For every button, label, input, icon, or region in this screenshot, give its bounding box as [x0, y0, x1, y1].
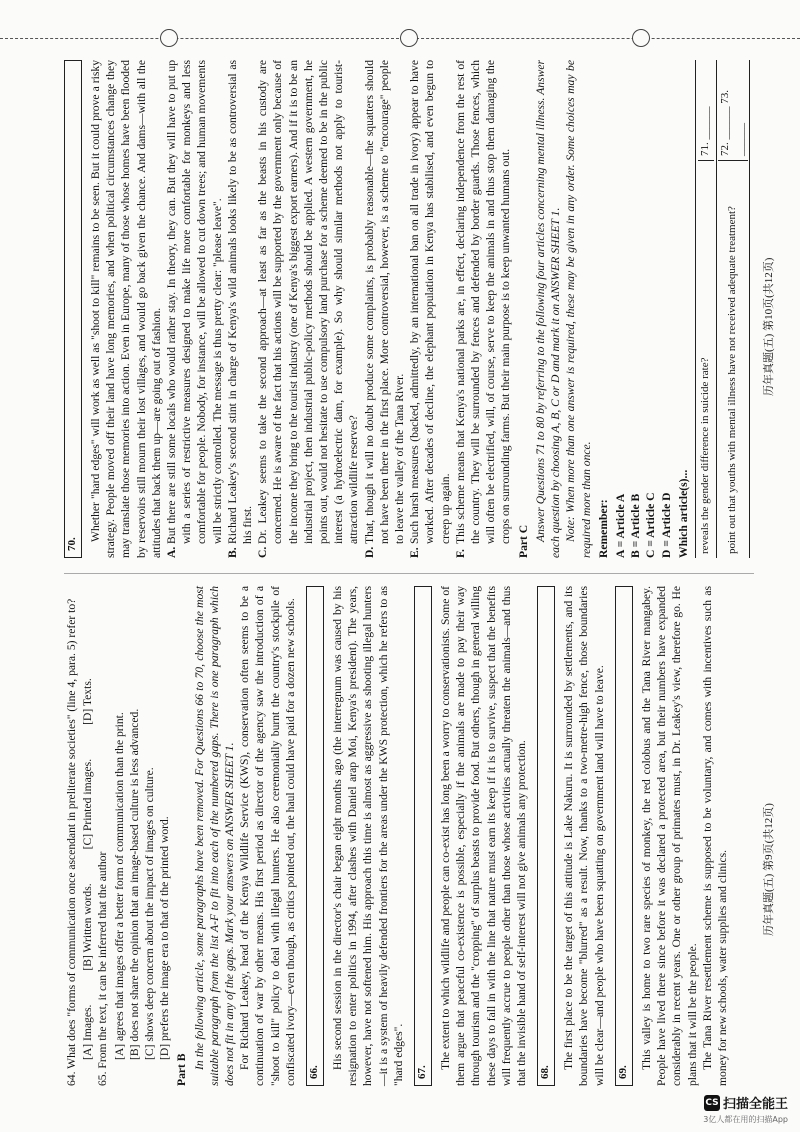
part-b-title: Part B	[175, 1053, 189, 1086]
column-divider	[64, 573, 754, 574]
option: [D] Texts.	[81, 678, 95, 725]
article-paragraph: This valley is home to two rare species of monkey, the red colobus and the Tana River mangabey. People have lived there since before it was declared a protected area, but their numbers have expanded considerably in recent years. One or other group of primates must, in Dr. Leakey's view, therefore go. He plans that it will be the people.	[639, 586, 699, 1086]
option-paragraph-d: D. That, though it will no doubt produce some complaints, is probably reasonable—the squatters should not have been there in the first place. More controversial, however, is a scheme to "encourage" people to leave the valley of the Tana River.	[362, 60, 407, 558]
option: [B] Written words.	[81, 883, 95, 971]
right-column	[64, 60, 754, 558]
binding-hole	[632, 29, 650, 47]
left-column	[64, 586, 730, 1086]
option: [A] Images.	[81, 1004, 95, 1060]
watermark-name: 扫描全能王	[722, 1097, 788, 1112]
part-c-directions: Answer Questions 71 to 80 by referring to the following four articles concerning mental illness. Answer each question by choosing A, B, C or D and mark it on ANSWER SHEET 1.	[533, 60, 563, 558]
gap-box-67[interactable]: 67.	[414, 586, 432, 1086]
gap-box-66[interactable]: 66.	[306, 586, 324, 1086]
part-b-directions: In the following article, some paragraphs have been removed. For Questions 66 to 70, choose the most suitable paragraph from the list A-F to fit into each of the numbered gaps. There is one paragraph which does not fit in any of the gaps. Mark your answers on ANSWER SHEET 1.	[192, 586, 237, 1086]
part-c-title: Part C	[516, 524, 530, 558]
answer-blank[interactable]: 72. ______ 73. ______	[718, 60, 748, 161]
gap-box-68[interactable]: 68.	[537, 586, 555, 1086]
question-64: 64. What does "forms of communication once ascendant in preliterate societies" (line 4, para. 5) refer to?	[65, 598, 78, 1086]
option: [A] agrees that images offer a better form of communication than the print.	[112, 712, 126, 1060]
camscanner-logo-icon: CS	[704, 1095, 720, 1111]
question-64-options	[80, 586, 95, 1086]
page-footer-right: 历年真题(五) 第10页(共12页)	[763, 257, 775, 396]
option: [C] shows deep concern about the impact of images on culture.	[143, 767, 157, 1060]
answer-blank[interactable]: 71. ______	[698, 60, 713, 161]
table-row	[717, 60, 750, 558]
article-key: B = Article B	[629, 493, 643, 558]
article-paragraph: The first place to be the target of this attitude is Lake Nakuru. It is surrounded by settlements, and its boundaries have become "blurred" as a result. Now, thanks to a two-metre-high fence, those boundaries will be clear—and people who have been squatting on government land will have to leave.	[562, 586, 606, 1086]
option-paragraph-b: B. Richard Leakey's second stint in charge of Kenya's wild animals looks likely to be as controversial as his first.	[225, 60, 255, 558]
remember-label: Remember:	[596, 499, 610, 558]
answer-table	[695, 60, 750, 558]
article-key: A = Article A	[613, 493, 627, 558]
table-row	[696, 60, 717, 558]
article-paragraph: The Tana River resettlement scheme is supposed to be voluntary, and comes with incentives such as money for new schools, water supplies and clinics.	[700, 586, 729, 1086]
question-65: 65. From the text, it can be inferred that the author	[96, 851, 110, 1086]
option: [B] does not share the opinion that an image-based culture is less advanced.	[127, 708, 141, 1060]
article-paragraph: Whether "hard edges" will work as well as "shoot to kill" remains to be seen. But it could prove a risky strategy. People moved off their land have long memories, and when political circumstances change they may translate those memories into action. Even in Europe, many of those whose homes have been flooded by reservoirs still mourn their lost villages, and would go back given the chance. And dams—with all the attitudes that back them up—are going out of fashion.	[89, 60, 163, 558]
scanner-watermark	[703, 1092, 788, 1125]
article-paragraph: His second session in the director's chair began eight months ago (the interregnum was caused by his resignation to enter politics in 1994, after clashes with Daniel arap Moi, Kenya's president). The years, however, have not softened him. His approach this time is almost as aggressive as shooting illegal hunters—it is a system of heavily defended frontiers for the areas under the KWS protection, which he refers to as "hard edges".	[331, 586, 405, 1086]
option: [C] Printed images.	[81, 758, 95, 850]
gap-box-69[interactable]: 69.	[615, 586, 633, 1086]
option: [D] prefers the image era to that of the printed word.	[158, 816, 172, 1060]
question-text: point out that youths with mental illness have not received adequate treatment?	[726, 206, 739, 554]
article-paragraph: For Richard Leakey, head of the Kenya Wildlife Service (KWS), conservation often seems to be a continuation of war by other means. His first period as director of the agency saw the introduction of a "shoot to kill" policy to deal with illegal hunters. He also ceremonially burnt the country's stockpile of confiscated ivory—even though, as critics pointed out, the haul could have paid for a dozen new schools.	[238, 586, 297, 1086]
rotated-exam-page	[64, 46, 775, 1086]
article-key: D = Article D	[659, 492, 673, 558]
gap-box-70[interactable]: 70.	[64, 60, 82, 558]
which-article-label: Which article(s)...	[676, 469, 690, 558]
binding-hole	[400, 29, 418, 47]
option-paragraph-e: E. Such harsh measures (backed, admittedly, by an international ban on all trade in ivory) appear to have worked. After decades of decline, the elephant population in Kenya has stabilised, and even begun to creep up again.	[408, 60, 452, 558]
question-text: reveals the gender difference in suicide rate?	[699, 357, 712, 554]
page-footer-left: 历年真题(五) 第9页(共12页)	[763, 803, 775, 936]
article-paragraph: The extent to which wildlife and people can co-exist has long been a worry to conservationists. Some of them argue that peaceful co-existence is possible, especially if the animals are made to pay their way through tourism and the "cropping" of surplus beasts to provide food. But others, though in general willing these days to fall in with the line that nature must earn its keep if it is to survive, suspect that the benefits will frequently accrue to people other than those whose activities actually threaten the animals—and thus that the invisible hand of self-interest will not give animals any protection.	[439, 586, 529, 1086]
option-paragraph-c: C. Dr. Leakey seems to take the second approach—at least as far as the beasts in his custody are concerned. He is aware of the fact that his actions will be supported by the government only because of the income they bring to the tourist industry (one of Kenya's biggest export earners). And if it is to be an industrial project, then industrial public-policy methods should be applied. A western government, he points out, would not hesitate to use compulsory land purchase for a scheme deemed to be in the public interest (a hydroelectric dam, for example). So why should similar methods not apply to tourist-attraction wildlife reserves?	[256, 60, 361, 558]
part-c-note: Note: When more than one answer is required, these may be given in any order. Some choices may be required more than once.	[564, 60, 593, 558]
binding-hole	[160, 29, 178, 47]
watermark-subtitle: 3亿人都在用的扫描App	[703, 1115, 788, 1124]
article-key: C = Article C	[644, 492, 658, 558]
option-paragraph-f: F. This scheme means that Kenya's national parks are, in effect, declaring independence from the rest of the country. They will be surrounded by fences and defended by border guards. Those fences, which will often be electrified, will, of course, serve to keep the animals in and thus stop them damaging the crops on surrounding farms. But their main purpose is to keep unwanted humans out.	[453, 60, 513, 558]
option-paragraph-a: A. But there are still some locals who would rather stay. In theory, they can. But they will have to put up with a series of restrictive measures designed to make life more comfortable for monkeys and less comfortable for people. Nobody, for instance, will be allowed to cut down trees; and human movements will be strictly controlled. The message is thus pretty clear: "please leave".	[165, 60, 224, 558]
